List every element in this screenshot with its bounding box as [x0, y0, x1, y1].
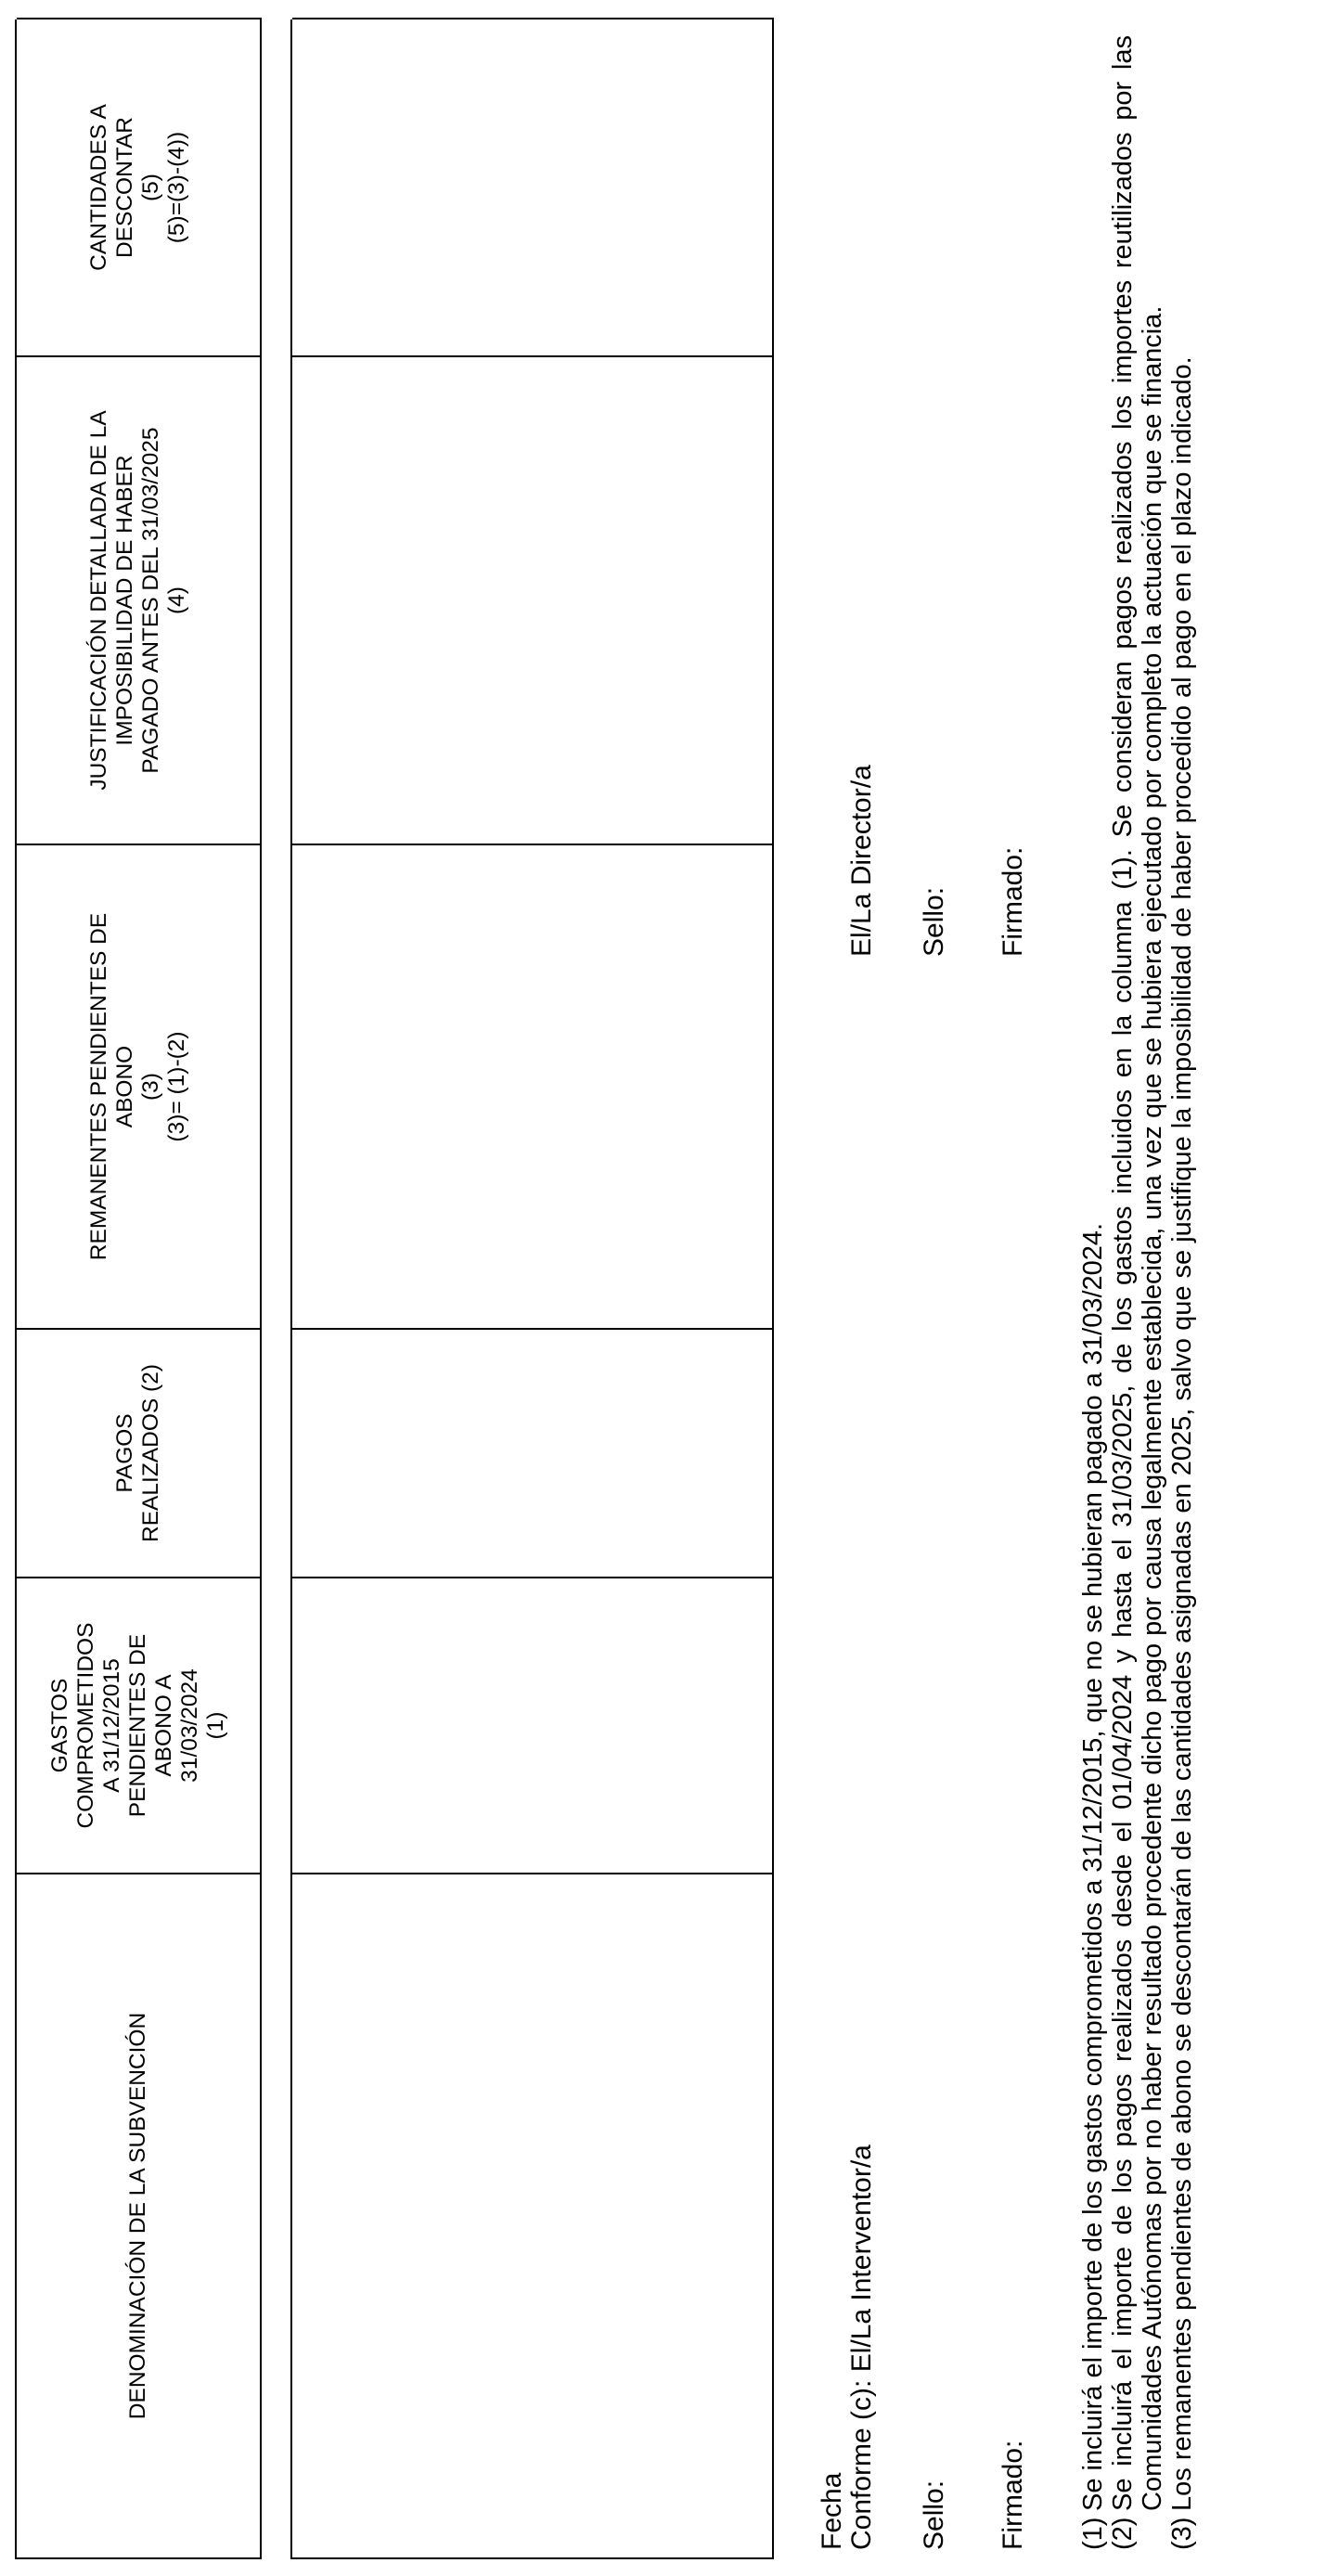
header-line: IMPOSIBILIDAD DE HABER [112, 455, 137, 746]
cell-cantidades-descontar[interactable] [292, 18, 774, 355]
header-denominacion [17, 1873, 262, 2557]
header-line: PENDIENTES DE [125, 1633, 150, 1818]
cell-remanentes[interactable] [292, 844, 774, 1328]
fecha-label: Fecha [817, 2472, 847, 2550]
footnotes [1078, 35, 1197, 2550]
header-line: COMPROMETIDOS [73, 1622, 98, 1829]
header-pagos-realizados [17, 1328, 262, 1577]
header-line: (5) [138, 174, 163, 201]
sello-left-label: Sello: [919, 2479, 949, 2550]
header-line: DENOMINACIÓN DE LA SUBVENCIÓN [125, 2012, 150, 2420]
header-line: ABONO A [151, 1674, 176, 1777]
footnote-3 [1167, 35, 1197, 2550]
header-line: REMANENTES PENDIENTES DE [86, 912, 111, 1261]
cell-justificacion[interactable] [292, 355, 774, 844]
footnote-number: (1) [1078, 2517, 1108, 2550]
header-line: (3)= (1)-(2) [164, 1031, 189, 1142]
director-label: El/La Director/a [846, 765, 877, 957]
header-line: CANTIDADES A [86, 104, 111, 271]
footnote-2 [1108, 35, 1167, 2550]
firmado-right-label: Firmado: [998, 846, 1028, 957]
cell-denominacion[interactable] [292, 1873, 774, 2557]
footnote-text: Se incluirá el importe de los gastos comprometidos a 31/12/2015, que no se hubieran pagado a 31/03/2024. [1078, 1222, 1108, 2511]
header-remanentes [17, 844, 262, 1328]
firmado-left-label: Firmado: [998, 2440, 1028, 2550]
conforme-interventor-label: Conforme (c): El/La Interventor/a [846, 2145, 877, 2550]
header-line: A 31/12/2015 [99, 1658, 124, 1793]
header-line: DESCONTAR [112, 117, 137, 259]
header-justificacion [17, 355, 262, 844]
cell-gastos-comprometidos[interactable] [292, 1577, 774, 1873]
table-header-row [15, 19, 262, 2559]
footnote-number: (3) [1167, 2517, 1197, 2550]
header-line: PAGADO ANTES DEL 31/03/2025 [138, 427, 163, 774]
table-row [290, 19, 774, 2559]
header-line: GASTOS [47, 1678, 72, 1773]
footnote-number: (2) [1108, 2517, 1138, 2550]
header-line: (3) [138, 1073, 163, 1101]
footnote-1 [1078, 35, 1108, 2550]
footnote-text: Se incluirá el importe de los pagos realizados desde el 01/04/2024 y hasta el 31/03/2025, de los gastos incluidos en la columna (1). Se consideran pagos realizados los importes reutilizados por las Comunidades Autónomas por no haber resultado procedente dicho pago por causa legalmente establecida, una vez que se hubiera ejecutado por completo la actuación que se financia. [1108, 35, 1167, 2511]
header-gastos-comprometidos [17, 1577, 262, 1873]
header-line: REALIZADOS (2) [138, 1364, 163, 1542]
header-cantidades-descontar [17, 18, 262, 355]
header-line: (4) [164, 586, 189, 614]
header-line: (5)=(3)-(4)) [164, 131, 189, 244]
cell-pagos-realizados[interactable] [292, 1328, 774, 1577]
header-line: PAGOS [112, 1413, 137, 1493]
header-line: JUSTIFICACIÓN DETALLADA DE LA [86, 410, 111, 791]
header-line: ABONO [112, 1045, 137, 1128]
sello-right-label: Sello: [919, 886, 949, 957]
header-line: 31/03/2024 [177, 1668, 202, 1783]
footnote-text: Los remanentes pendientes de abono se descontarán de las cantidades asignadas en 2025, salvo que se justifique la imposibilidad de haber procedido al pago en el plazo indicado. [1167, 356, 1197, 2511]
header-line: (1) [203, 1711, 228, 1740]
